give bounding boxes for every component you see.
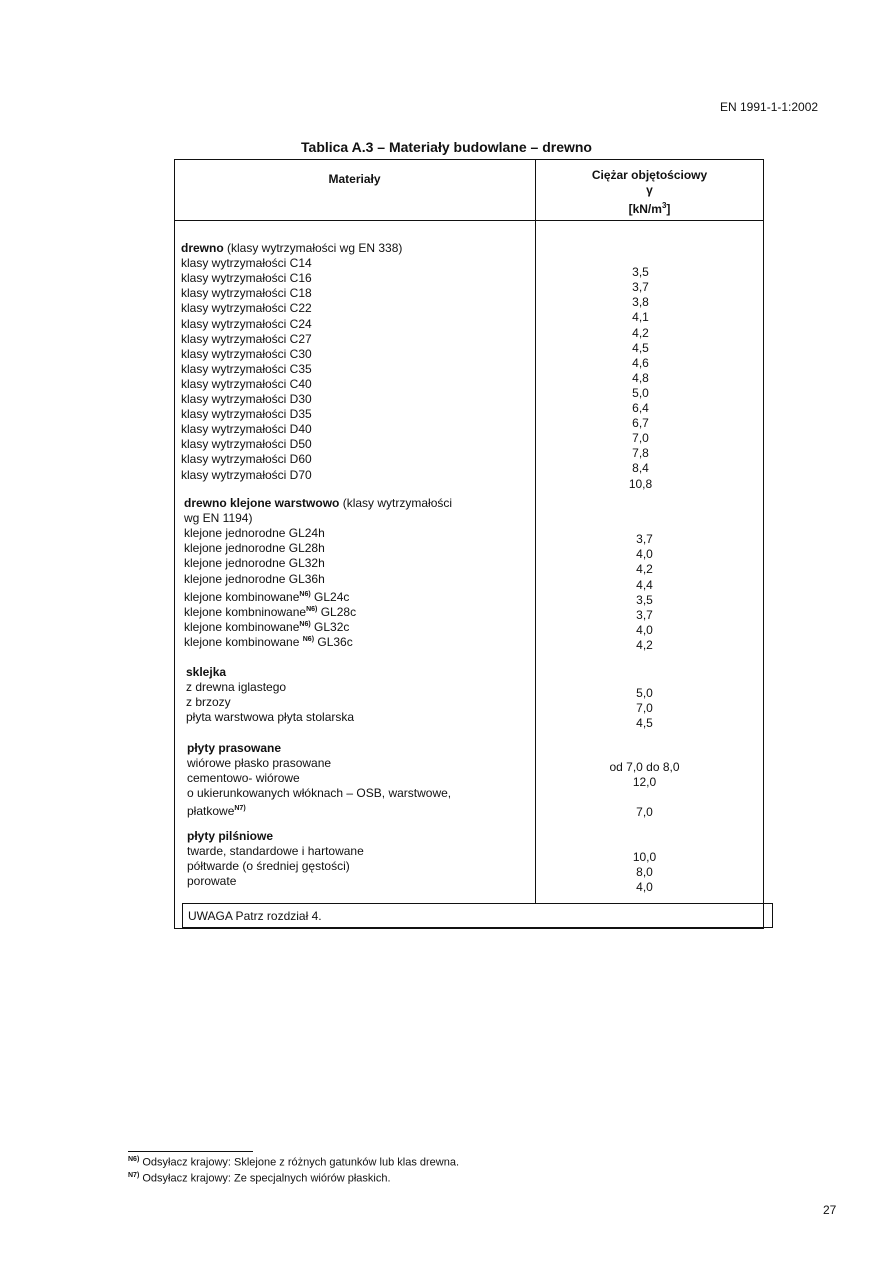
material-label: klejone kombinowane$^{N6)}$ GL32c: [184, 619, 350, 634]
unit-weight-value: 4,4: [636, 577, 653, 592]
unit-weight-value: 4,2: [636, 562, 653, 577]
unit-weight-value: 7,0: [636, 701, 653, 716]
material-label: klasy wytrzymałości C16: [181, 271, 312, 286]
unit-weight-value: od 7,0 do 8,0: [609, 760, 680, 775]
unit-weight-value: 4,1: [632, 310, 649, 325]
unit-weight-value: 8,4: [632, 461, 649, 476]
material-label: półtwarde (o średniej gęstości): [187, 859, 350, 874]
header-gamma-symbol: γ: [646, 183, 653, 197]
section-heading-continued: wg EN 1194): [184, 511, 253, 526]
material-label: klasy wytrzymałości C35: [181, 361, 312, 376]
material-label: klasy wytrzymałości D60: [181, 452, 312, 467]
unit-weight-value: 10,8: [628, 476, 653, 491]
unit-weight-value: 4,0: [636, 622, 653, 637]
header-unit: $[kN/m^3]$: [628, 201, 671, 216]
material-label: klasy wytrzymałości C14: [181, 256, 312, 271]
section-heading: sklejka: [186, 665, 227, 679]
material-label: klejone jednorodne GL36h: [184, 571, 325, 586]
unit-weight-value: 7,0: [636, 805, 653, 820]
page-number: 27: [823, 1203, 837, 1217]
section-heading: drewno klejone warstwowo (klasy wytrzymałości: [184, 496, 453, 510]
unit-weight-value: 10,0: [632, 850, 657, 865]
material-label: klejone kombinowane $^{N6)}$ GL36c: [184, 634, 353, 649]
material-label: klasy wytrzymałości C18: [181, 286, 312, 301]
unit-weight-value: 5,0: [632, 385, 649, 400]
unit-weight-value: 4,8: [632, 370, 649, 385]
unit-weight-value: 3,8: [632, 295, 649, 310]
header-unit-weight-label: Ciężar objętościowy: [591, 168, 708, 182]
unit-weight-value: 3,5: [636, 592, 653, 607]
unit-weight-value: 4,0: [636, 880, 653, 895]
unit-weight-value: 4,0: [636, 547, 653, 562]
material-label: klejone jednorodne GL32h: [184, 556, 325, 571]
material-label: klasy wytrzymałości C24: [181, 316, 312, 331]
material-label: klasy wytrzymałości D70: [181, 467, 312, 482]
material-label: z drewna iglastego: [186, 680, 287, 695]
section-heading: płyty prasowane: [187, 741, 282, 755]
material-label: twarde, standardowe i hartowane: [187, 844, 364, 859]
material-label: wiórowe płasko prasowane: [187, 756, 332, 771]
note-text: UWAGA Patrz rozdział 4.: [188, 909, 322, 923]
note-divider: [182, 903, 772, 904]
unit-weight-value: 7,8: [632, 446, 649, 461]
section-heading: drewno (klasy wytrzymałości wg EN 338): [181, 241, 403, 255]
unit-weight-value: 4,5: [636, 716, 653, 731]
material-label: porowate: [187, 874, 237, 889]
material-label: klejone jednorodne GL24h: [184, 526, 325, 541]
material-label: cementowo- wiórowe: [187, 771, 300, 786]
table-title: Tablica A.3 – Materiały budowlane – drewno: [301, 139, 592, 155]
material-label: klasy wytrzymałości C22: [181, 301, 312, 316]
unit-weight-value: 4,5: [632, 340, 649, 355]
footnote-rule: [128, 1151, 253, 1152]
unit-weight-value: 4,2: [632, 325, 649, 340]
unit-weight-value: 5,0: [636, 686, 653, 701]
material-label: z brzozy: [186, 695, 231, 710]
header-divider: [174, 220, 764, 221]
material-label: klasy wytrzymałości D50: [181, 437, 312, 452]
header-materials: Materiały: [328, 172, 381, 186]
unit-weight-value: 6,7: [632, 416, 649, 431]
unit-weight-value: 12,0: [632, 775, 657, 790]
unit-weight-value: 4,6: [632, 355, 649, 370]
unit-weight-value: 7,0: [632, 431, 649, 446]
unit-weight-value: 4,2: [636, 637, 653, 652]
unit-weight-value: 3,5: [632, 265, 649, 280]
unit-weight-value: 3,7: [636, 607, 653, 622]
unit-weight-value: 8,0: [636, 865, 653, 880]
material-label: klasy wytrzymałości D40: [181, 422, 312, 437]
material-label: klejone kombninowane$^{N6)}$ GL28c: [184, 604, 357, 619]
section-heading: płyty pilśniowe: [187, 829, 274, 843]
footnote-n7: $^{N7)}$ Odsyłacz krajowy: Ze specjalnych wiórów płaskich.: [128, 1172, 391, 1185]
footnote-n6: $^{N6)}$ Odsyłacz krajowy: Sklejone z różnych gatunków lub klas drewna.: [128, 1156, 460, 1169]
material-label: klasy wytrzymałości C27: [181, 331, 312, 346]
material-label: klejone jednorodne GL28h: [184, 541, 325, 556]
material-label: klejone kombinowane$^{N6)}$ GL24c: [184, 589, 350, 604]
material-label: klasy wytrzymałości C30: [181, 346, 312, 361]
material-label: płatkowe$^{N7)}$: [187, 804, 246, 819]
material-label: o ukierunkowanych włóknach – OSB, warstwowe,: [187, 786, 452, 801]
unit-weight-value: 3,7: [636, 532, 653, 547]
material-label: płyta warstwowa płyta stolarska: [186, 710, 355, 725]
material-label: klasy wytrzymałości C40: [181, 376, 312, 391]
header-unit-weight: [535, 168, 764, 217]
material-label: klasy wytrzymałości D35: [181, 407, 312, 422]
unit-weight-value: 6,4: [632, 401, 649, 415]
unit-weight-value: 3,7: [632, 280, 649, 295]
material-label: klasy wytrzymałości D30: [181, 392, 312, 406]
document-id: EN 1991-1-1:2002: [720, 100, 819, 114]
